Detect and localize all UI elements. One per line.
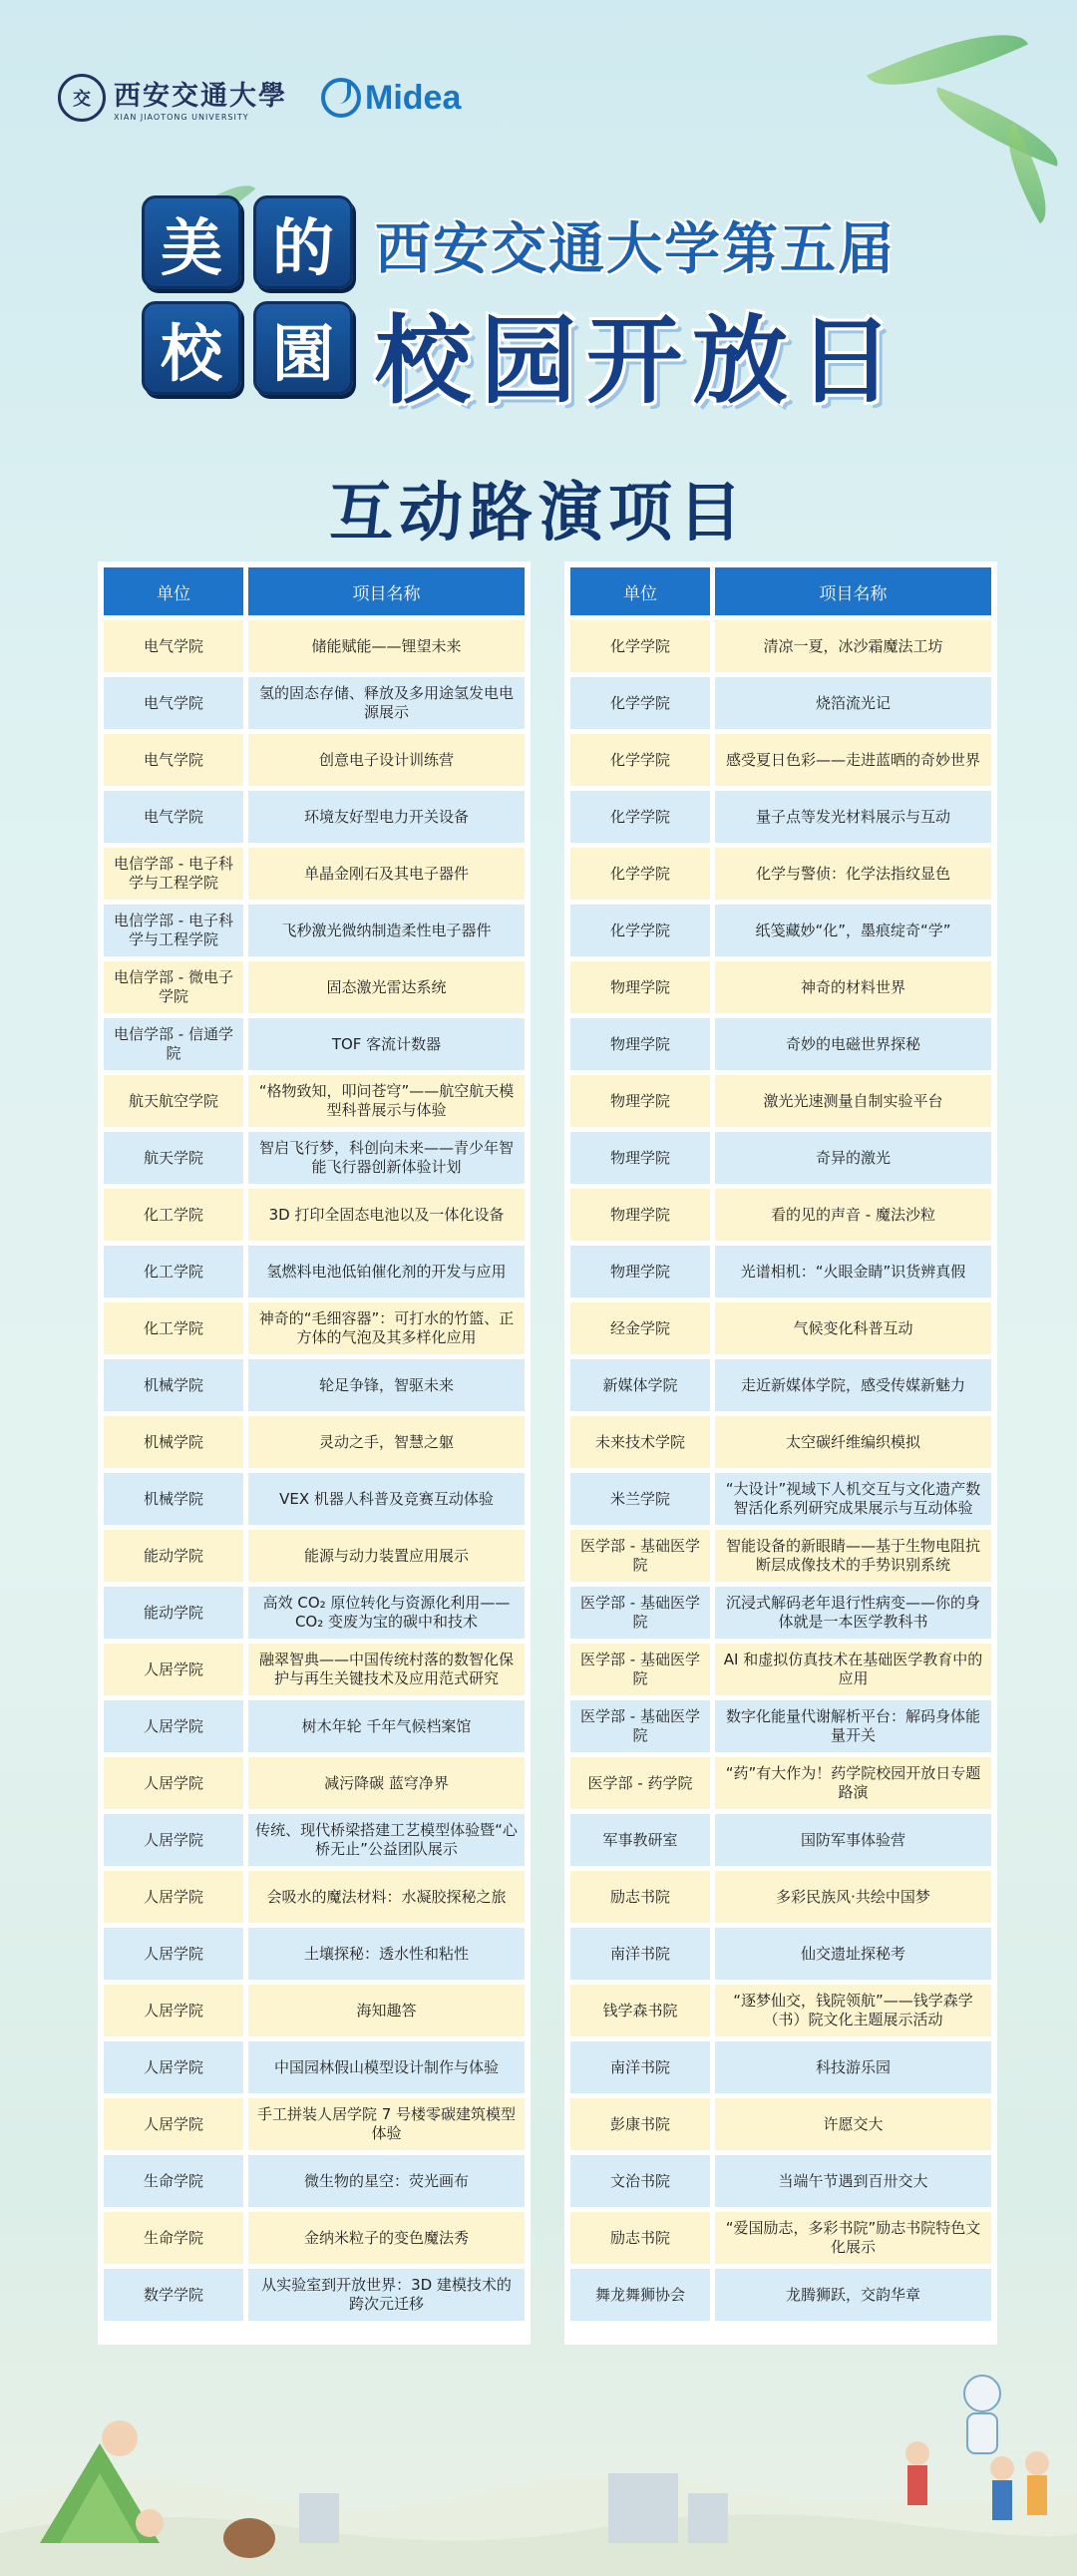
unit-column-header: 单位 [570,567,710,615]
project-cell: 许愿交大 [715,2098,991,2150]
unit-cell: 物理学院 [570,961,710,1013]
project-cell: 看的见的声音 - 魔法沙粒 [715,1189,991,1241]
unit-cell: 文治书院 [570,2155,710,2207]
table-row [104,1814,525,1866]
table-row [104,1018,525,1070]
unit-cell: 人居学院 [104,1814,243,1866]
header-logos [58,68,461,128]
table-row [570,1985,991,2036]
table-row [570,1644,991,1695]
project-cell: “逐梦仙交，钱院领航”——钱学森学（书）院文化主题展示活动 [715,1985,991,2036]
project-cell: 储能赋能——锂望未来 [248,620,525,672]
project-cell: 单晶金刚石及其电子器件 [248,848,525,900]
unit-cell: 化学学院 [570,848,710,900]
project-cell: 金纳米粒子的变色魔法秀 [248,2212,525,2264]
table-row [104,2098,525,2150]
unit-cell: 人居学院 [104,1700,243,1752]
pot-icon [223,2518,275,2558]
unit-cell: 人居学院 [104,1871,243,1923]
table-row [104,734,525,786]
project-cell: 当端午节遇到百卅交大 [715,2155,991,2207]
midea-logo [321,78,461,118]
project-cell: 科技游乐园 [715,2041,991,2093]
xjtu-name-cn: 西安交通大學 [114,81,287,112]
project-column-header: 项目名称 [248,567,525,615]
project-cell: VEX 机器人科普及竞赛互动体验 [248,1473,525,1525]
table-row [104,961,525,1013]
project-cell: 会吸水的魔法材料：水凝胶探秘之旅 [248,1871,525,1923]
project-cell: 沉浸式解码老年退行性病变——你的身体就是一本医学教科书 [715,1587,991,1639]
table-row [104,2041,525,2093]
table-row [104,1473,525,1525]
table-row [104,1359,525,1411]
unit-cell: 电信学部 - 信通学院 [104,1018,243,1070]
project-cell: 化学与警侦：化学法指纹显色 [715,848,991,900]
midea-mark-icon [321,78,361,118]
unit-cell: 航天学院 [104,1132,243,1184]
table-row [570,1530,991,1582]
project-cell: 氢的固态存储、释放及多用途氢发电电源展示 [248,677,525,729]
unit-cell: 新媒体学院 [570,1359,710,1411]
table-row [570,2155,991,2207]
project-cell: 轮足争锋，智驱未来 [248,1359,525,1411]
table-row [104,1700,525,1752]
unit-cell: 励志书院 [570,2212,710,2264]
table-row [104,905,525,956]
project-cell: 清凉一夏，冰沙霜魔法工坊 [715,620,991,672]
table-row [570,961,991,1013]
unit-cell: 电信学部 - 微电子学院 [104,961,243,1013]
project-cell: 环境友好型电力开关设备 [248,791,525,843]
table-row [104,2269,525,2321]
unit-cell: 电信学部 - 电子科学与工程学院 [104,848,243,900]
table-row [570,2269,991,2321]
unit-cell: 电信学部 - 电子科学与工程学院 [104,905,243,956]
project-cell: 树木年轮 千年气候档案馆 [248,1700,525,1752]
table-row [104,1132,525,1184]
project-cell: 奇妙的电磁世界探秘 [715,1018,991,1070]
unit-cell: 化学学院 [570,620,710,672]
table-row [104,1075,525,1127]
project-cell: 感受夏日色彩——走进蓝晒的奇妙世界 [715,734,991,786]
project-cell: 3D 打印全固态电池以及一体化设备 [248,1189,525,1241]
badge-char: 校 [142,301,241,395]
unit-cell: 能动学院 [104,1530,243,1582]
unit-cell: 电气学院 [104,620,243,672]
unit-cell: 钱学森书院 [570,1985,710,2036]
project-cell: “爱国励志，多彩书院”励志书院特色文化展示 [715,2212,991,2264]
project-cell: 微生物的星空：荧光画布 [248,2155,525,2207]
section-title: 互动路演项目 [329,477,748,551]
project-cell: 数字化能量代谢解析平台：解码身体能量开关 [715,1700,991,1752]
project-cell: 智能设备的新眼睛——基于生物电阻抗断层成像技术的手势识别系统 [715,1530,991,1582]
table-row [570,1302,991,1354]
table-row [104,848,525,900]
unit-column-header: 单位 [104,567,243,615]
unit-cell: 物理学院 [570,1132,710,1184]
table-row [104,1189,525,1241]
unit-cell: 人居学院 [104,1644,243,1695]
project-cell: 国防军事体验营 [715,1814,991,1866]
event-subtitle: 校园开放日 [375,304,903,417]
project-cell: 从实验室到开放世界：3D 建模技术的跨次元迁移 [248,2269,525,2321]
project-cell: 海知趣答 [248,1985,525,2036]
unit-cell: 米兰学院 [570,1473,710,1525]
unit-cell: 人居学院 [104,2041,243,2093]
project-cell: 神奇的材料世界 [715,961,991,1013]
table-row [570,1246,991,1297]
unit-cell: 机械学院 [104,1473,243,1525]
table-row [570,2212,991,2264]
table-row [104,1587,525,1639]
project-cell: 减污降碳 蓝穹净界 [248,1757,525,1809]
unit-cell: 化学学院 [570,905,710,956]
table-row [570,2098,991,2150]
unit-cell: 化工学院 [104,1246,243,1297]
unit-cell: 物理学院 [570,1246,710,1297]
unit-cell: 生命学院 [104,2155,243,2207]
unit-cell: 化工学院 [104,1189,243,1241]
table-row [570,677,991,729]
project-cell: 烧箔流光记 [715,677,991,729]
unit-cell: 人居学院 [104,1757,243,1809]
project-cell: 多彩民族风·共绘中国梦 [715,1871,991,1923]
unit-cell: 医学部 - 药学院 [570,1757,710,1809]
unit-cell: 化学学院 [570,734,710,786]
table-row [104,1871,525,1923]
project-cell: 奇异的激光 [715,1132,991,1184]
unit-cell: 电气学院 [104,677,243,729]
project-cell: 灵动之手，智慧之躯 [248,1416,525,1468]
unit-cell: 化学学院 [570,677,710,729]
table-row [104,1757,525,1809]
project-cell: 激光光速测量自制实验平台 [715,1075,991,1127]
unit-cell: 电气学院 [104,734,243,786]
unit-cell: 电气学院 [104,791,243,843]
project-cell: 太空碳纤维编织模拟 [715,1416,991,1468]
project-cell: 仙交遗址探秘考 [715,1928,991,1980]
unit-cell: 医学部 - 基础医学院 [570,1530,710,1582]
project-cell: 融翠智典——中国传统村落的数智化保护与再生关键技术及应用范式研究 [248,1644,525,1695]
table-row [104,2212,525,2264]
unit-cell: 励志书院 [570,1871,710,1923]
project-cell: 智启飞行梦，科创向未来——青少年智能飞行器创新体验计划 [248,1132,525,1184]
table-row [104,1644,525,1695]
unit-cell: 医学部 - 基础医学院 [570,1700,710,1752]
badge-char: 美 [142,195,241,289]
unit-cell: 南洋书院 [570,2041,710,2093]
unit-cell: 化工学院 [104,1302,243,1354]
unit-cell: 彭康书院 [570,2098,710,2150]
table-row [570,1700,991,1752]
table-row [104,1985,525,2036]
project-cell: 飞秒激光微纳制造柔性电子器件 [248,905,525,956]
table-row [570,1757,991,1809]
event-title: 西安交通大学第五届 [375,217,896,282]
unit-cell: 机械学院 [104,1359,243,1411]
table-row [570,1189,991,1241]
project-cell: 手工拼装人居学院 7 号楼零碳建筑模型体验 [248,2098,525,2150]
project-cell: TOF 客流计数器 [248,1018,525,1070]
unit-cell: 数学学院 [104,2269,243,2321]
unit-cell: 物理学院 [570,1189,710,1241]
table-row [104,1416,525,1468]
table-row [570,791,991,843]
left-project-table [98,561,531,2345]
project-cell: 能源与动力装置应用展示 [248,1530,525,1582]
table-row [104,1530,525,1582]
table-row [570,1928,991,1980]
table-row [570,1587,991,1639]
bottom-illustration [0,2344,1077,2576]
table-row [570,734,991,786]
unit-cell: 生命学院 [104,2212,243,2264]
table-row [104,2155,525,2207]
table-row [570,1075,991,1127]
unit-cell: 机械学院 [104,1416,243,1468]
unit-cell: 舞龙舞狮协会 [570,2269,710,2321]
table-row [570,1416,991,1468]
table-row [570,1473,991,1525]
unit-cell: 人居学院 [104,2098,243,2150]
table-row [570,905,991,956]
unit-cell: 航天航空学院 [104,1075,243,1127]
project-cell: 纸笺藏妙“化”，墨痕绽奇“学” [715,905,991,956]
unit-cell: 经金学院 [570,1302,710,1354]
table-row [570,1132,991,1184]
project-cell: 气候变化科普互动 [715,1302,991,1354]
table-row [104,1246,525,1297]
xjtu-name-en: XIAN JIAOTONG UNIVERSITY [114,113,249,122]
bamboo-leaf-decoration [925,87,1068,167]
project-cell: “格物致知，叩问苍穹”——航空航天模型科普展示与体验 [248,1075,525,1127]
unit-cell: 物理学院 [570,1075,710,1127]
table-row [104,1302,525,1354]
table-row [104,791,525,843]
table-row [570,620,991,672]
project-cell: 中国园林假山模型设计制作与体验 [248,2041,525,2093]
table-header [570,567,991,615]
xjtu-logo [58,74,287,122]
badge-char: 園 [253,301,353,395]
unit-cell: 人居学院 [104,1985,243,2036]
robot-icon [964,2376,1000,2453]
table-row [570,1359,991,1411]
unit-cell: 物理学院 [570,1018,710,1070]
project-cell: “药”有大作为！药学院校园开放日专题路演 [715,1757,991,1809]
project-cell: 光谱相机：“火眼金睛”识货辨真假 [715,1246,991,1297]
table-row [104,677,525,729]
table-row [570,2041,991,2093]
project-cell: 创意电子设计训练营 [248,734,525,786]
table-row [570,1871,991,1923]
project-cell: 高效 CO₂ 原位转化与资源化利用——CO₂ 变废为宝的碳中和技术 [248,1587,525,1639]
project-cell: 龙腾狮跃，交韵华章 [715,2269,991,2321]
unit-cell: 医学部 - 基础医学院 [570,1587,710,1639]
xjtu-seal-icon: 交 [58,74,106,122]
unit-cell: 医学部 - 基础医学院 [570,1644,710,1695]
table-row [104,620,525,672]
project-cell: AI 和虚拟仿真技术在基础医学教育中的应用 [715,1644,991,1695]
project-column-header: 项目名称 [715,567,991,615]
table-row [104,1928,525,1980]
table-row [570,848,991,900]
unit-cell: 南洋书院 [570,1928,710,1980]
project-cell: 神奇的“毛细容器”：可打水的竹篮、正方体的气泡及其多样化应用 [248,1302,525,1354]
badge-char: 的 [253,195,353,289]
project-cell: 土壤探秘：透水性和粘性 [248,1928,525,1980]
unit-cell: 人居学院 [104,1928,243,1980]
project-cell: 固态激光雷达系统 [248,961,525,1013]
right-project-table [564,561,997,2345]
unit-cell: 化学学院 [570,791,710,843]
midea-wordmark: Midea [365,78,462,117]
table-header [104,567,525,615]
unit-cell: 能动学院 [104,1587,243,1639]
unit-cell: 未来技术学院 [570,1416,710,1468]
project-cell: “大设计”视域下人机交互与文化遗产数智活化系列研究成果展示与互动体验 [715,1473,991,1525]
project-cell: 量子点等发光材料展示与互动 [715,791,991,843]
table-row [570,1814,991,1866]
project-cell: 走近新媒体学院，感受传媒新魅力 [715,1359,991,1411]
meidi-campus-badge [142,195,363,399]
project-cell: 氢燃料电池低铂催化剂的开发与应用 [248,1246,525,1297]
project-cell: 传统、现代桥梁搭建工艺模型体验暨“心桥无止”公益团队展示 [248,1814,525,1866]
table-row [570,1018,991,1070]
unit-cell: 军事教研室 [570,1814,710,1866]
